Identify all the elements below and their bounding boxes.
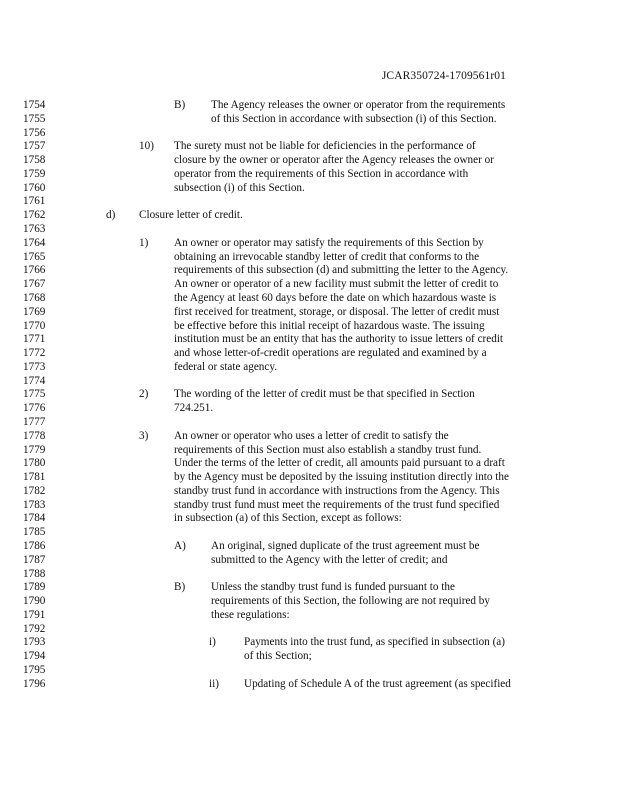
document-line (0, 264, 618, 278)
line-number: 1755 (23, 112, 46, 125)
document-line (0, 306, 618, 320)
line-number: 1795 (23, 664, 46, 677)
document-line (0, 678, 618, 692)
line-number: 1765 (23, 250, 46, 263)
document-line (0, 182, 618, 196)
subsection-label: 3) (139, 429, 149, 442)
line-number: 1767 (23, 278, 46, 291)
line-number: 1775 (23, 388, 46, 401)
line-text: Closure letter of credit. (139, 209, 243, 222)
line-text: be effective before this initial receipt of hazardous waste. The issuing (174, 319, 485, 332)
document-line (0, 333, 618, 347)
document-line (0, 361, 618, 375)
document-line (0, 636, 618, 650)
line-text: Payments into the trust fund, as specified in subsection (a) (244, 636, 505, 649)
line-text: closure by the owner or operator after the Agency releases the owner or (174, 154, 494, 167)
line-text: Unless the standby trust fund is funded pursuant to the (211, 581, 455, 594)
document-line (0, 154, 618, 168)
document-line (0, 568, 618, 582)
line-number: 1763 (23, 223, 46, 236)
line-number: 1784 (23, 512, 46, 525)
document-line (0, 320, 618, 334)
document-line (0, 540, 618, 554)
document-line (0, 650, 618, 664)
line-number: 1785 (23, 526, 46, 539)
document-line (0, 595, 618, 609)
subsection-label: 10) (139, 140, 154, 153)
line-text: requirements of this Section, the following are not required by (211, 595, 490, 608)
document-line (0, 416, 618, 430)
line-number: 1783 (23, 498, 46, 511)
document-line (0, 278, 618, 292)
line-number: 1776 (23, 402, 46, 415)
line-number: 1759 (23, 167, 46, 180)
line-text: Under the terms of the letter of credit, all amounts paid pursuant to a draft (174, 457, 505, 470)
line-number: 1768 (23, 291, 46, 304)
document-line (0, 127, 618, 141)
line-number: 1774 (23, 374, 46, 387)
line-number: 1796 (23, 677, 46, 690)
line-number: 1773 (23, 360, 46, 373)
line-text: of this Section in accordance with subsection (i) of this Section. (211, 112, 497, 125)
line-text: in subsection (a) of this Section, except as follows: (174, 512, 402, 525)
line-number: 1791 (23, 608, 46, 621)
subsection-label: B) (174, 99, 186, 111)
document-line (0, 430, 618, 444)
document-line (0, 485, 618, 499)
document-line (0, 609, 618, 623)
document-line (0, 292, 618, 306)
line-number: 1772 (23, 347, 46, 360)
line-number: 1769 (23, 305, 46, 318)
subsection-label: 2) (139, 388, 149, 401)
line-text: requirements of this subsection (d) and submitting the letter to the Agency. (174, 264, 509, 277)
document-line (0, 168, 618, 182)
line-text: The surety must not be liable for deficiencies in the performance of (174, 140, 476, 153)
document-line (0, 375, 618, 389)
line-text: 724.251. (174, 402, 214, 415)
line-text: The wording of the letter of credit must be that specified in Section (174, 388, 475, 401)
subsection-label: 1) (139, 236, 149, 249)
line-number: 1779 (23, 443, 46, 456)
subsection-label: d) (106, 209, 116, 222)
line-number: 1780 (23, 457, 46, 470)
line-number: 1761 (23, 195, 46, 208)
line-text: institution must be an entity that has the authority to issue letters of credit (174, 333, 504, 346)
document-line (0, 471, 618, 485)
line-number: 1782 (23, 484, 46, 497)
line-text: these regulations: (211, 608, 290, 621)
line-number: 1756 (23, 126, 46, 139)
document-line (0, 237, 618, 251)
document-line (0, 499, 618, 513)
line-number: 1793 (23, 636, 46, 649)
line-number: 1789 (23, 581, 46, 594)
line-number: 1787 (23, 553, 46, 566)
line-number: 1788 (23, 567, 46, 580)
line-number: 1794 (23, 650, 46, 663)
document-line (0, 99, 618, 113)
line-text: submitted to the Agency with the letter of credit; and (211, 553, 448, 566)
line-text: operator from the requirements of this Section in accordance with (174, 167, 469, 180)
document-line (0, 457, 618, 471)
line-number: 1770 (23, 319, 46, 332)
line-text: The Agency releases the owner or operator from the requirements (211, 99, 506, 111)
document-body (0, 99, 618, 692)
document-line (0, 444, 618, 458)
subsection-label: i) (209, 636, 216, 649)
document-line (0, 195, 618, 209)
subsection-label: A) (174, 540, 186, 552)
subsection-label: B) (174, 581, 186, 594)
document-line (0, 512, 618, 526)
line-number: 1762 (23, 209, 46, 222)
line-text: by the Agency must be deposited by the issuing institution directly into the (174, 471, 509, 484)
document-line (0, 402, 618, 416)
line-text: An owner or operator of a new facility must submit the letter of credit to (174, 278, 499, 291)
line-number: 1777 (23, 415, 46, 428)
document-line (0, 554, 618, 568)
subsection-label: ii) (209, 677, 219, 690)
line-text: standby trust fund in accordance with instructions from the Agency. This (174, 484, 500, 497)
line-number: 1792 (23, 622, 46, 635)
line-text: An owner or operator may satisfy the requirements of this Section by (174, 236, 484, 249)
line-number: 1766 (23, 264, 46, 277)
line-text: standby trust fund must meet the requirements of the trust fund specified (174, 498, 500, 511)
line-text: of this Section; (244, 650, 312, 663)
line-number: 1757 (23, 140, 46, 153)
document-line (0, 388, 618, 402)
line-number: 1778 (23, 429, 46, 442)
document-line (0, 664, 618, 678)
line-number: 1764 (23, 236, 46, 249)
document-line (0, 113, 618, 127)
document-line (0, 209, 618, 223)
line-number: 1758 (23, 154, 46, 167)
line-text: and whose letter-of-credit operations are regulated and examined by a (174, 347, 487, 360)
line-text: requirements of this Section must also establish a standby trust fund. (174, 443, 482, 456)
line-text: subsection (i) of this Section. (174, 181, 305, 194)
document-line (0, 140, 618, 154)
line-number: 1754 (23, 99, 46, 111)
document-line (0, 251, 618, 265)
document-line (0, 347, 618, 361)
line-text: An original, signed duplicate of the trust agreement must be (211, 540, 480, 552)
line-number: 1786 (23, 540, 46, 552)
line-text: the Agency at least 60 days before the date on which hazardous waste is (174, 291, 497, 304)
line-number: 1781 (23, 471, 46, 484)
line-number: 1760 (23, 181, 46, 194)
document-line (0, 223, 618, 237)
line-text: An owner or operator who uses a letter of credit to satisfy the (174, 429, 449, 442)
line-number: 1790 (23, 595, 46, 608)
document-header-id: JCAR350724-1709561r01 (381, 70, 506, 82)
line-text: Updating of Schedule A of the trust agreement (as specified (244, 677, 511, 690)
line-text: federal or state agency. (174, 360, 278, 373)
document-line (0, 581, 618, 595)
line-text: first received for treatment, storage, or disposal. The letter of credit must (174, 305, 500, 318)
document-line (0, 623, 618, 637)
line-number: 1771 (23, 333, 46, 346)
document-line (0, 526, 618, 540)
line-text: obtaining an irrevocable standby letter of credit that conforms to the (174, 250, 480, 263)
